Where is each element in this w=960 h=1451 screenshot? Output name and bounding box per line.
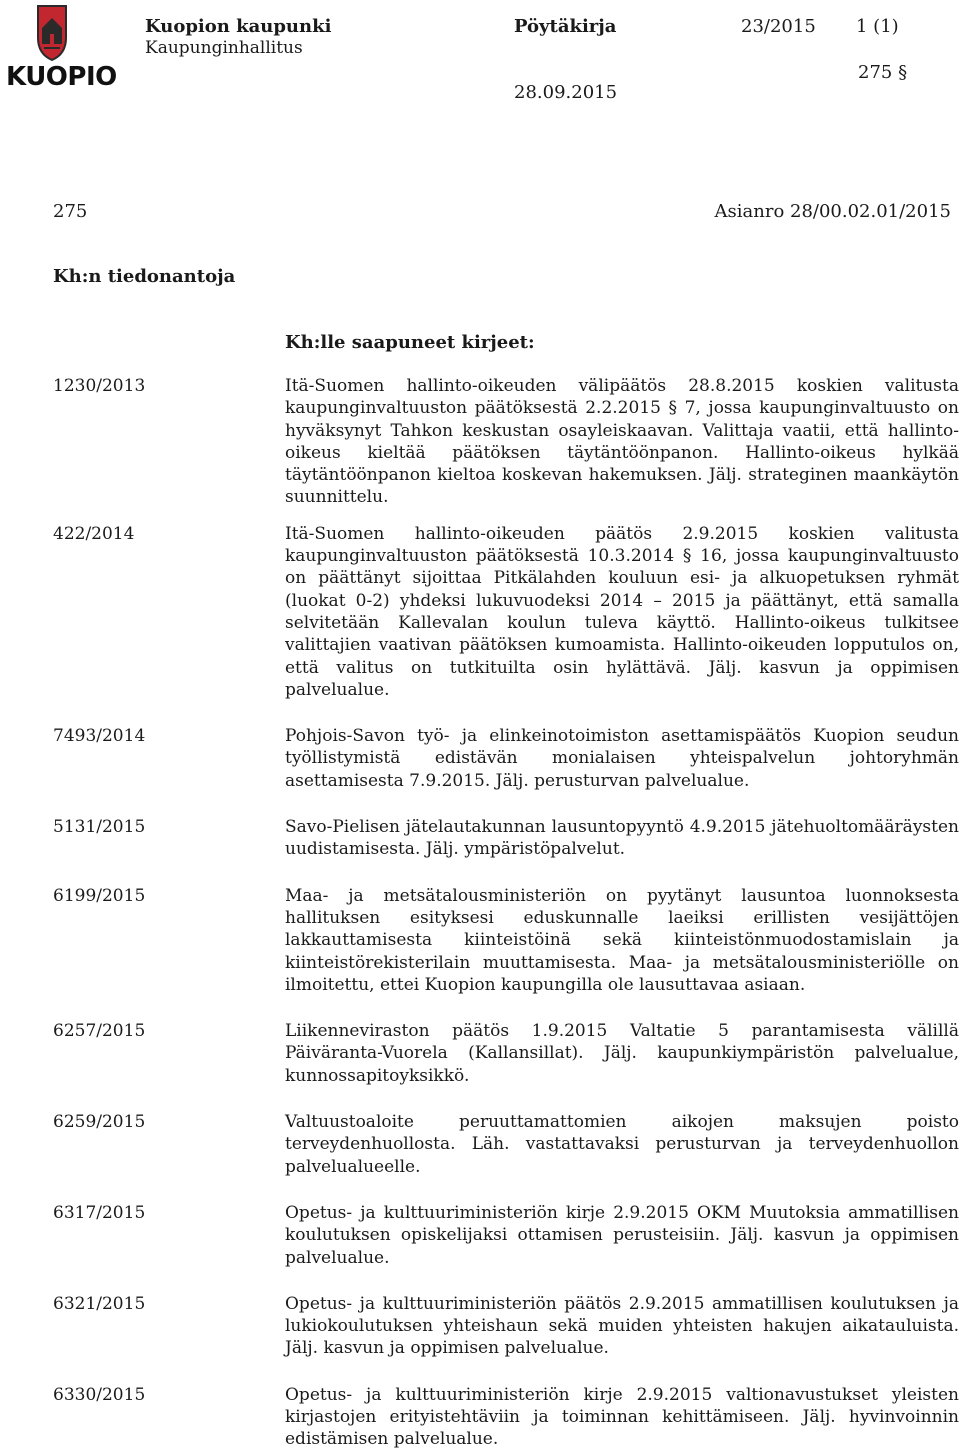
coat-of-arms-icon [4,4,100,62]
case-number: Asianro 28/00.02.01/2015 [714,201,951,222]
letter-id: 5131/2015 [53,817,146,838]
letter-text: Opetus- ja kulttuuriministeriön kirje 2.9.2015 valtionavustukset yleisten kirjastojen erityistehtäviin ja toiminnan kehittämiseen. Jälj. hyvinvoinnin edistämisen palvelualue. [285,1384,959,1450]
letter-text: Itä-Suomen hallinto-oikeuden välipäätös 28.8.2015 koskien valitusta kaupunginvaltuuston päätöksestä 2.2.2015 § 7, jossa kaupunginvaltuusto on hyväksynyt Tahkon keskustan osayleiskaavan. Valittaja vaatii, että hallinto-oikeus kieltää päätöksen täytäntöönpanon. Hallinto-oikeus hylkää täytäntöönpanon kieltoa koskevan hakemuksen. Jälj. strateginen maankäytön suunnittelu. [285,376,959,508]
doc-type: Pöytäkirja [514,16,617,37]
letter-text: Itä-Suomen hallinto-oikeuden päätös 2.9.2015 koskien valitusta kaupunginvaltuuston päätöksestä 10.3.2014 § 16, jossa kaupunginvaltuusto on päättänyt sijoittaa Pitkälahden kouluun esi- ja alkuopetuksen ryhmät (luokat 0-2) yhdeksi lukuvuodeksi 2014 – 2015 ja päättänyt, että samalla selvitetään Kallevalan koulun tuleva käyttö. Hallinto-oikeus tulkitsee valittajien vaativan päätöksen kumoamista. Hallinto-oikeuden lopputulos on, että valitus on tutkituilta osin hylättävä. Jälj. kasvun ja oppimisen palvelualue. [285,523,959,700]
letter-text: Liikenneviraston päätös 1.9.2015 Valtatie 5 parantamisesta välillä Päiväranta-Vuorela (Kallansillat). Jälj. kaupunkiympäristön palvelualue, kunnossapitoyksikkö. [285,1021,959,1086]
letter-id: 6317/2015 [53,1202,146,1223]
letter-text: Maa- ja metsätalousministeriön on pyytänyt lausuntoa luonnoksesta hallituksen esityksesi eduskunnalle laeiksi erillisten vesijättöjen lakkauttamisesta kiinteistöinä sekä kiinteistönmuodostamislain ja kiinteistörekisterilain muuttamisesta. Maa- ja metsätalousministeriölle on ilmoitettu, ettei Kuopion kaupungilla ole lausuttavaa asiaan. [285,885,959,995]
organization-name: Kuopion kaupunki [145,16,332,37]
meeting-date: 28.09.2015 [514,82,618,103]
list-item [53,1384,960,1451]
list-item [53,1020,960,1087]
letter-id: 6330/2015 [53,1384,146,1405]
list-item [53,523,960,701]
body-name: Kaupunginhallitus [145,38,303,58]
list-item [53,1111,960,1178]
letter-id: 6257/2015 [53,1021,146,1042]
letter-text: Pohjois-Savon työ- ja elinkeinotoimiston asettamispäätös Kuopion seudun työllistymistä edistävän monialaisen yhteispalvelun johtoryhmän asettamisesta 7.9.2015. Jälj. perusturvan palvelualue. [285,726,959,791]
letter-id: 1230/2013 [53,376,146,396]
letter-id: 7493/2014 [53,726,146,747]
letter-id: 422/2014 [53,523,135,544]
item-number: 275 [53,201,88,222]
letter-id: 6259/2015 [53,1112,146,1133]
letter-id: 6199/2015 [53,885,146,906]
logo-wordmark: KUOPIO [6,62,117,92]
list-item [53,885,960,996]
doc-number: 23/2015 [741,16,816,37]
letter-text: Valtuustoaloite peruuttamattomien aikojen maksujen poisto terveydenhuollosta. Läh. vastattavaksi perusturvan ja terveydenhuollon palvelualueelle. [285,1112,959,1177]
page-number: 1 (1) [856,16,899,37]
letters-list [53,375,960,1451]
sub-title: Kh:lle saapuneet kirjeet: [285,332,535,353]
list-item [53,375,960,509]
letter-text: Opetus- ja kulttuuriministeriön päätös 2.9.2015 ammatillisen koulutuksen ja lukiokoulutuksen yhteishaun sekä muiden yhteisten hakujen aikatauluista. Jälj. kasvun ja oppimisen palvelualue. [285,1293,959,1359]
list-item [53,725,960,792]
paragraph-number: 275 § [858,62,908,83]
list-item [53,1202,960,1269]
kuopio-logo [4,4,117,96]
letter-text: Opetus- ja kulttuuriministeriön kirje 2.9.2015 OKM Muutoksia ammatillisen koulutuksen opiskelijaksi ottamisen perusteisiin. Jälj. kasvun ja oppimisen palvelualue. [285,1202,959,1268]
letter-id: 6321/2015 [53,1293,146,1314]
letter-text: Savo-Pielisen jätelautakunnan lausuntopyyntö 4.9.2015 jätehuoltomääräysten uudistamisesta. Jälj. ympäristöpalvelut. [285,817,959,860]
section-title: Kh:n tiedonantoja [53,266,236,287]
list-item [53,1293,960,1360]
list-item [53,816,960,861]
